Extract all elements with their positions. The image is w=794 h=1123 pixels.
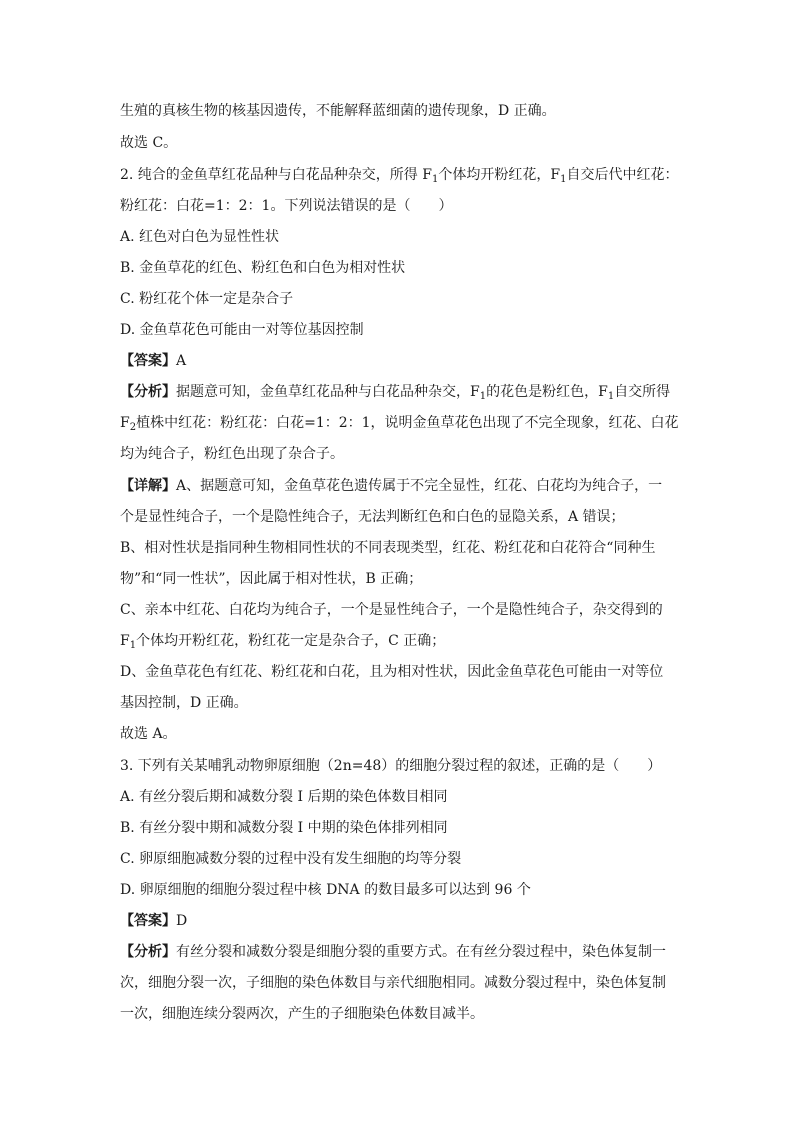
intro-choose: 故选 C。 — [120, 135, 178, 151]
q2-stem-line1: 2. 纯合的金鱼草红花品种与白花品种杂交，所得 $F_1$个体均开粉红花，$F_1$自交后代中红花： — [120, 167, 679, 185]
q2-stem-line2: 粉红花：白花=1：2：1。下列说法错误的是（ ） — [120, 198, 453, 214]
q2-detail-line7: D、金鱼草花色有红花、粉红花和白花，且为相对性状，因此金鱼草花色可能由一对等位 — [120, 664, 664, 680]
q3-option-c: C. 卵原细胞减数分裂的过程中没有发生细胞的均等分裂 — [120, 851, 462, 867]
intro-line: 生殖的真核生物的核基因遗传，不能解释蓝细菌的遗传现象，D 正确。 — [120, 103, 556, 119]
q2-analysis-line3: 均为纯合子，粉红色出现了杂合子。 — [120, 446, 344, 462]
q2-detail-line8: 基因控制，D 正确。 — [120, 695, 248, 711]
q2-detail-line3: B、相对性状是指同种生物相同性状的不同表现类型，红花、粉红花和白花符合“同种生 — [120, 540, 656, 556]
q3-option-d: D. 卵原细胞的细胞分裂过程中核 DNA 的数目最多可以达到 96 个 — [120, 882, 531, 898]
q3-answer: 【答案】D — [120, 913, 188, 929]
q3-analysis-line3: 一次，细胞连续分裂两次，产生的子细胞染色体数目减半。 — [120, 1006, 484, 1022]
q3-option-b: B. 有丝分裂中期和减数分裂 I 中期的染色体排列相同 — [120, 820, 448, 836]
q2-option-d: D. 金鱼草花色可能由一对等位基因控制 — [120, 322, 364, 338]
q2-detail-line5: C、亲本中红花、白花均为纯合子，一个是显性纯合子，一个是隐性纯合子，杂交得到的 — [120, 602, 663, 618]
q2-option-a: A. 红色对白色为显性性状 — [120, 229, 280, 245]
q2-option-c: C. 粉红花个体一定是杂合子 — [120, 291, 294, 307]
q2-detail-line2: 个是显性纯合子，一个是隐性纯合子，无法判断红色和白色的显隐关系，A 错误； — [120, 509, 625, 525]
q2-analysis-line2: $F_2$植株中红花：粉红花：白花=1：2：1，说明金鱼草花色出现了不完全现象，红花、白花 — [120, 415, 679, 433]
q2-choose: 故选 A。 — [120, 726, 177, 742]
q3-analysis-line1: 【分析】有丝分裂和减数分裂是细胞分裂的重要方式。在有丝分裂过程中，染色体复制一 — [120, 944, 666, 960]
q2-detail-line1: 【详解】A、据题意可知，金鱼草花色遗传属于不完全显性，红花、白花均为纯合子，一 — [120, 478, 663, 494]
q2-analysis-line1: 【分析】据题意可知，金鱼草红花品种与白花品种杂交，$F_1$的花色是粉红色，$F_1$自交所得 — [120, 384, 671, 402]
q2-option-b: B. 金鱼草花的红色、粉红色和白色为相对性状 — [120, 260, 406, 276]
q2-detail-line4: 物”和“同一性状”，因此属于相对性状，B 正确； — [120, 571, 423, 587]
q3-option-a: A. 有丝分裂后期和减数分裂 I 后期的染色体数目相同 — [120, 789, 448, 805]
q2-answer: 【答案】A — [120, 353, 187, 369]
q3-analysis-line2: 次，细胞分裂一次，子细胞的染色体数目与亲代细胞相同。减数分裂过程中，染色体复制 — [120, 975, 666, 991]
q2-detail-line6: $F_1$个体均开粉红花，粉红花一定是杂合子，C 正确； — [120, 633, 446, 651]
q3-stem: 3. 下列有关某哺乳动物卵原细胞（2n=48）的细胞分裂过程的叙述，正确的是（ ） — [120, 758, 662, 774]
